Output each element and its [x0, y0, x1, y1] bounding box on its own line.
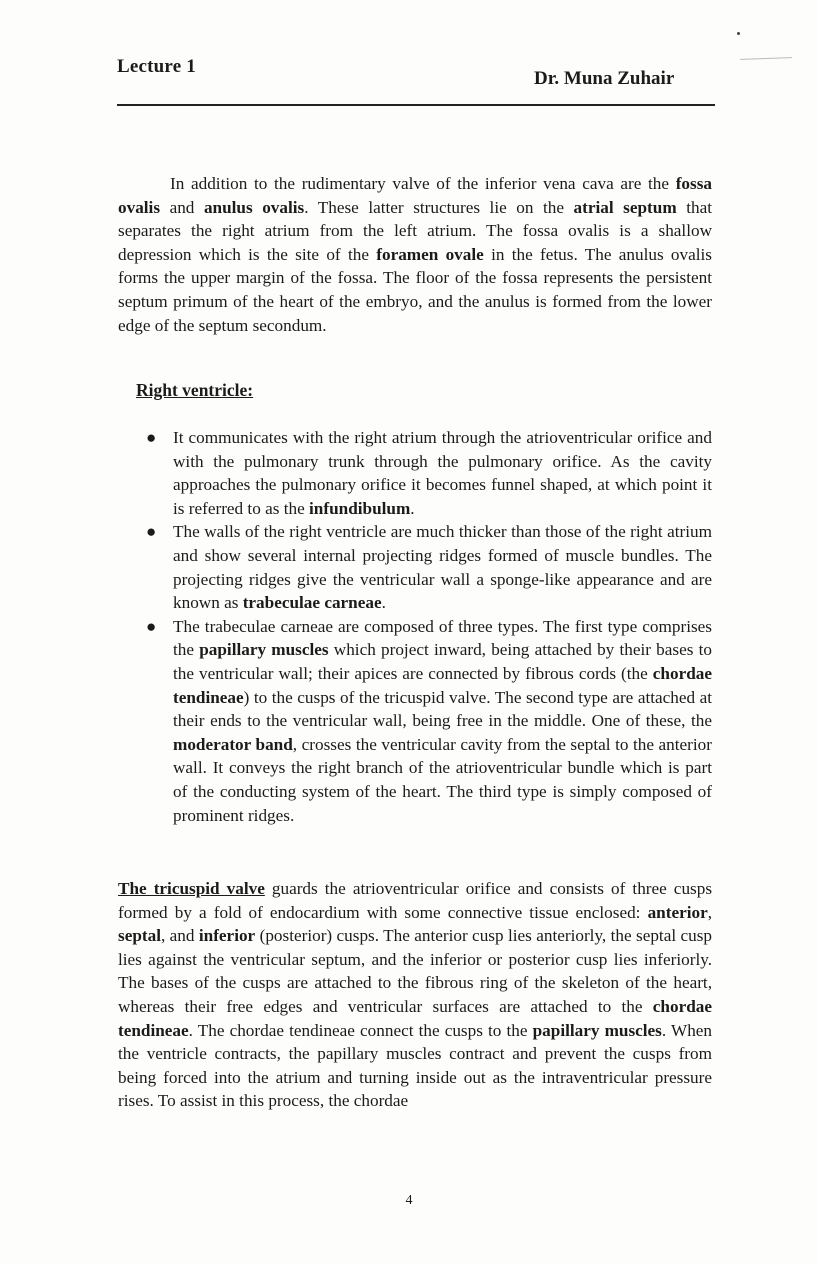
text-run: .: [410, 498, 415, 518]
bullet-icon: ●: [146, 428, 157, 447]
bullet-list: [118, 426, 712, 827]
text-run: that separates the right atrium from the left atrium. The fossa ovalis is a shallow depression which is the site of the: [118, 197, 712, 264]
author-name: Dr. Muna Zuhair: [534, 68, 675, 89]
header-divider: [117, 104, 715, 106]
term-septal: septal: [118, 926, 161, 946]
list-item: [118, 520, 712, 614]
text-run: . These latter structures lie on the: [304, 197, 574, 217]
text-run: The walls of the right ventricle are much thicker than those of the right atrium and show several internal projecting ridges formed of muscle bundles. The projecting ridges give the ventricular wall a sponge-like appearance and are known as: [173, 522, 712, 613]
text-run: (posterior) cusps. The anterior cusp lies anteriorly, the septal cusp lies against the ventricular septum, and the inferior or posterior cusp lies inferiorly. The bases of the cusps are attached to the fibrous ring of the skeleton of the heart, whereas their free edges and ventricular surfaces are attached to the: [118, 926, 712, 1016]
intro-paragraph: [118, 172, 712, 337]
term-chordae-tendineae: chordae tendineae: [173, 663, 712, 707]
text-run: It communicates with the right atrium through the atrioventricular orifice and with the pulmonary trunk through the pulmonary orifice. As the cavity approaches the pulmonary orifice it becomes funnel shaped, at which point it is referred to as the: [173, 428, 712, 518]
term-atrial-septum: atrial septum: [573, 197, 677, 217]
list-item: [118, 426, 712, 520]
term-papillary-muscles: papillary muscles: [199, 640, 329, 660]
term-foramen-ovale: foramen ovale: [376, 244, 484, 264]
bullet-icon: ●: [146, 522, 157, 542]
term-anulus-ovalis: anulus ovalis: [203, 197, 305, 217]
lecture-title: Lecture 1: [117, 56, 197, 77]
text-run: ,: [707, 902, 712, 922]
scan-mark: [740, 57, 792, 60]
text-run: In addition to the rudimentary valve of the inferior vena cava are the: [170, 174, 676, 193]
list-item: [118, 615, 712, 827]
term-chordae-tendineae: chordae tendineae: [118, 996, 712, 1040]
term-fossa-ovalis: fossa ovalis: [118, 174, 712, 217]
term-inferior: inferior: [198, 926, 256, 946]
term-anterior: anterior: [647, 902, 708, 922]
text-run: guards the atrioventricular orifice and consists of three cusps formed by a fold of endocardium with some connective tissue enclosed:: [118, 879, 713, 922]
text-run: , and: [160, 926, 199, 946]
text-run: . When the ventricle contracts, the papillary muscles contract and prevent the cusps from being forced into the atrium and turning inside out as the intraventricular pressure rises. To assist in this process, the chordae: [118, 1020, 713, 1111]
text-run: and: [160, 197, 204, 217]
term-moderator-band: moderator band: [173, 734, 293, 754]
term-infundibulum: infundibulum: [309, 498, 411, 518]
page-number: 4: [405, 1193, 413, 1208]
term-trabeculae-carneae: trabeculae carneae: [242, 593, 382, 613]
text-run: The trabeculae carneae are composed of three types. The first type comprises the: [173, 616, 712, 660]
bullet-icon: ●: [146, 616, 157, 636]
term-papillary-muscles: papillary muscles: [532, 1020, 662, 1040]
text-run: .: [381, 593, 386, 613]
text-run: . The chordae tendineae connect the cusps to the: [188, 1020, 533, 1040]
tricuspid-paragraph: [118, 877, 712, 1113]
text-run: , crosses the ventricular cavity from the septal to the anterior wall. It conveys the right branch of the atrioventricular bundle which is part of the conducting system of the heart. The third type is simply composed of prominent ridges.: [173, 734, 712, 825]
text-run: in the fetus. The anulus ovalis forms the upper margin of the fossa. The floor of the fossa represents the persistent septum primum of the heart of the embryo, and the anulus is formed from the lower edge of the septum secondum.: [118, 244, 712, 335]
term-tricuspid-valve: The tricuspid valve: [118, 879, 265, 898]
text-run: which project inward, being attached by their bases to the ventricular wall; their apices are connected by fibrous cords (the: [173, 640, 712, 683]
text-run: ) to the cusps of the tricuspid valve. The second type are attached at their ends to the ventricular wall, being free in the middle. One of these, the: [173, 687, 712, 731]
scan-speck: [737, 32, 740, 35]
section-heading: Right ventricle:: [136, 380, 254, 400]
